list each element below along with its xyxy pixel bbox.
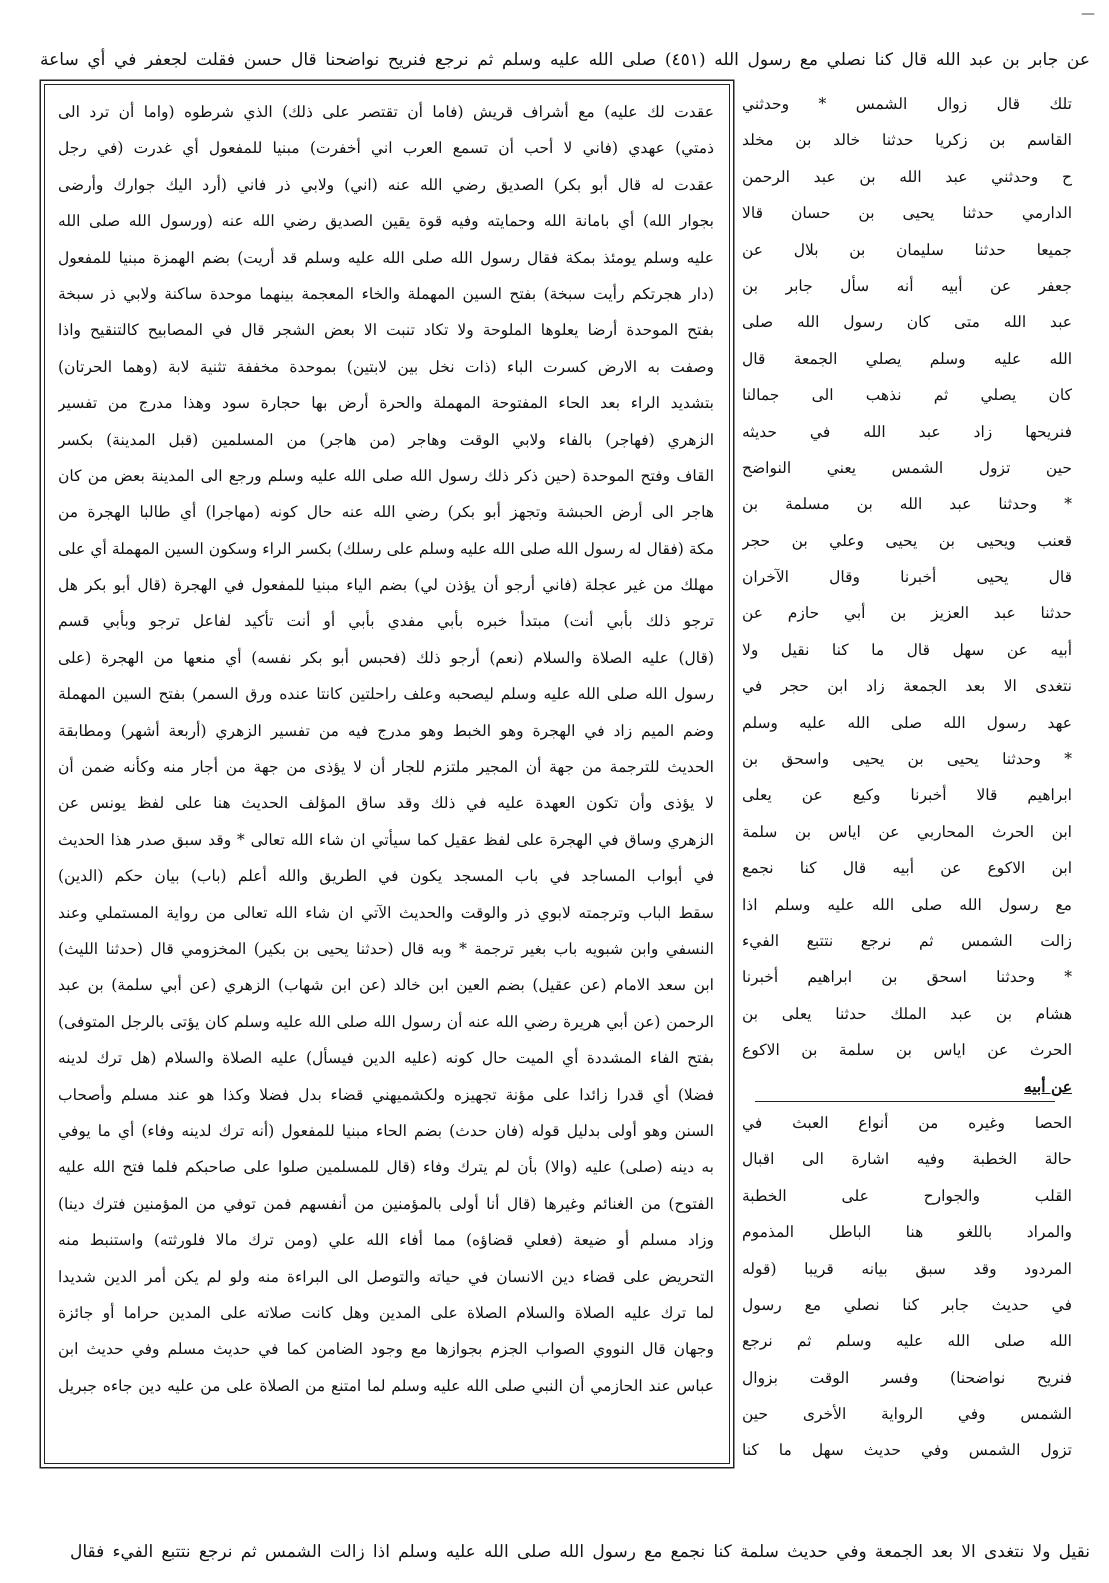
commentary-line: عباس عند الحازمي أن النبي صلى الله عليه وسلم لما امتنع من الصلاة على من عليه دين جاءه جبريل [58,1376,714,1395]
commentary-line: في أبواب المساجد في باب المسجد يكون في الطريق والله أعلم (باب) بيان حكم (الدين) [58,867,714,886]
hadith-line: الحرث عن اياس بن سلمة بن الاكوع [742,1041,1072,1060]
hadith-line: * وحدثنا يحيى بن يحيى واسحق بن [742,750,1072,769]
hadith-line: الدارمي حدثنا يحيى بن حسان قالا [742,204,1072,223]
commentary-line: بفتح الفاء المشددة أي الميت حال كونه (عليه الدين فيسأل) عليه الصلاة والسلام (هل ترك لدينه [58,1049,714,1068]
commentary-line: وزاد مسلم أو ضيعة (فعلي قضاؤه) مما أفاء الله علي (ومن ترك مالا فلورثته) واستنبط منه [58,1231,714,1250]
commentary-line: ذمتي) عهدي (فاني لا أحب أن تسمع العرب اني أخفرت) مبنيا للمفعول أي غدرت (في رجل [58,139,714,158]
commentary-line: الزهري (فهاجر) بالفاء ولابي الوقت وهاجر (من هاجر) من المسلمين (قبل المدينة) بكسر [58,430,714,449]
commentary-line: هاجر الى أرض الحبشة وتجهز أبو بكر) رضي الله عنه حال كونه (مهاجرا) أي طالبا الهجرة من [58,503,714,522]
commentary-line: التحريض على قضاء دين الانسان في حياته والتوصل الى البراءة منه ولو لم يكن أمر الدين شديدا [58,1267,714,1286]
hadith-line: هشام بن عبد الملك حدثنا يعلى بن [742,1004,1072,1023]
hadith-line: قعنب ويحيى بن يحيى وعلي بن حجر [742,531,1072,550]
commentary-line: الرحمن (عن أبي هريرة رضي الله عنه أن رسول الله صلى الله عليه وسلم كان يؤتى بالرجل المتوفى) [58,1012,714,1031]
hadith-line: فنريحها زاد عبد الله في حديثه [742,422,1072,441]
commentary-continued-line: والمراد باللغو هنا الباطل المذموم [742,1223,1072,1242]
footer-hadith-line: نقيل ولا نتغدى الا بعد الجمعة وفي حديث سلمة كنا نجمع مع رسول الله صلى الله عليه وسلم اذا زالت الشمس ثم نرجع نتتبع الفيء فقال [70,1542,1090,1562]
commentary-line: لا يؤذى وأن تكون العهدة عليه في ذلك وقد ساق المؤلف الحديث هنا على لفظ يونس عن [58,794,714,813]
commentary-line [58,1404,714,1440]
column-divider [755,1101,1055,1102]
commentary-line: فضلا) أي قدرا زائدا على مؤنة تجهيزه ولكشميهني قضاء بدل فضلا وكذا هو عند مسلم وأصحاب [58,1085,714,1104]
hadith-line: * وحدثنا عبد الله بن مسلمة بن [742,495,1072,514]
hadith-line: جميعا حدثنا سليمان بن بلال عن [742,240,1072,259]
commentary-line: ابن سعد الامام (عن عقيل) بضم العين ابن خالد (عن ابن شهاب) الزهري (عن أبي سلمة) بن عبد [58,976,714,995]
hadith-line: ابراهيم قالا أخبرنا وكيع عن يعلى [742,786,1072,805]
commentary-line: وضم الميم زاد في الهجرة وهو الخبط وهو مدرج فيه من تفسير الزهري (أربعة أشهر) ومطابقة [58,721,714,740]
hadith-line: جعفر عن أبيه أنه سأل جابر بن [742,276,1072,295]
commentary-line: مكة (فقال له رسول الله صلى الله عليه وسلم على رسلك) بكسر الراء وسكون السين المهملة أي على [58,539,714,558]
hadith-line: عبد الله متى كان رسول الله صلى [742,313,1072,332]
commentary-continued-line: تزول الشمس وفي حديث سهل ما كنا [742,1441,1072,1460]
commentary-line: (قال) عليه الصلاة والسلام (نعم) أرجو ذلك (فحبس أبو بكر نفسه) أي منعها من الهجرة (على [58,648,714,667]
commentary-continued-line: القلب والجوارح على الخطبة [742,1186,1072,1205]
hadith-line: مع رسول الله صلى الله عليه وسلم اذا [742,895,1072,914]
commentary-continued-line: في حديث جابر كنا نصلي مع رسول [742,1295,1072,1314]
hadith-line: القاسم بن زكريا حدثنا خالد بن مخلد [742,131,1072,150]
commentary-line: لما ترك عليه الصلاة والسلام الصلاة على المدين وهل كانت صلاته على المدين حراما أو جائزة [58,1303,714,1322]
commentary-line: عقدت لك عليه) مع أشراف قريش (فاما أن تقتصر على ذلك) الذي شرطوه (واما أن ترد الى [58,103,714,121]
commentary-line: وجهان قال النووي الصواب الجزم بجوازها مع وجود الضامن كما في حديث مسلم وفي حديث ابن [58,1340,714,1359]
hadith-line: ابن الحرث المحاربي عن اياس بن سلمة [742,822,1072,841]
commentary-line: بتشديد الراء بعد الحاء المفتوحة المهملة والحرة أرض بها حجارة سود وهذا مدرج من تفسير [58,394,714,413]
hadith-line: حدثنا عبد العزيز بن أبي حازم عن [742,604,1072,623]
hadith-line: * وحدثنا اسحق بن ابراهيم أخبرنا [742,968,1072,987]
hadith-line: كان يصلي ثم نذهب الى جمالنا [742,386,1072,405]
hadith-column [742,86,1072,1469]
hadith-line: ح وحدثني عبد الله بن عبد الرحمن [742,167,1072,186]
commentary-line: وصفت به الارض كسرت الباء (ذات نخل بين لابتين) بموحدة مخففة تثنية لابة (وهما الحرتان) [58,357,714,376]
hadith-line: أبيه عن سهل قال ما كنا نقيل ولا [742,640,1072,659]
hadith-line: حين تزول الشمس يعني النواضح [742,458,1072,477]
hadith-line: نتغدى الا بعد الجمعة زاد ابن حجر في [742,677,1072,696]
commentary-line: بجوار الله) أي بامانة الله وحمايته وفيه قوة يقين الصديق رضي الله عنه (ورسول الله صلى الله [58,212,714,231]
commentary-line: عليه وسلم يومئذ بمكة فقال رسول الله صلى الله عليه وسلم قد أريت) بضم الهمزة مبنيا للمفعول [58,248,714,267]
commentary-line: النسفي وابن شبويه باب بغير ترجمة * وبه قال (حدثنا يحيى بن بكير) المخزومي قال (حدثنا الليث) [58,939,714,958]
commentary-line: السنن وهو أولى بدليل قوله (فان حدث) بضم الحاء مبنيا للمفعول (أنه ترك لدينه وفاء) أي ما يوفي [58,1121,714,1140]
commentary-line: سقط الباب وترجمته لابوي ذر والوقت والحديث الآتي ان شاء الله تعالى من رواية المستملي وعند [58,903,714,922]
commentary-line: الفتوح) من الغنائم وغيرها (قال أنا أولى بالمؤمنين من أنفسهم فمن توفي من المؤمنين فترك دينا) [58,1194,714,1213]
commentary-line: القاف وفتح الموحدة (حين ذكر ذلك رسول الله صلى الله عليه وسلم ورجع الى المدينة بعض من كان [58,466,714,485]
hadith-line: الله عليه وسلم يصلي الجمعة قال [742,349,1072,368]
commentary-line: مهلك من غير عجلة (فاني أرجو أن يؤذن لي) بضم الياء مبنيا للمفعول في الهجرة (قال أبو بكر هل [58,576,714,595]
commentary-continued-line: الله صلى الله عليه وسلم ثم نرجع [742,1332,1072,1351]
hadith-heading: عن أبيه [1023,1076,1072,1096]
commentary-line: ترجو ذلك بأبي أنت) مبتدأ خبره بأبي مفدي بأبي أو أنت تأكيد لفاعل ترجو وبأبي قسم [58,612,714,631]
hadith-line: زالت الشمس ثم نرجع نتتبع الفيء [742,931,1072,950]
commentary-line: رسول الله صلى الله عليه وسلم ليصحبه وعلف راحلتين كانتا عنده ورق السمر) بفتح السين المهملة [58,685,714,704]
hadith-line: عهد رسول الله صلى الله عليه وسلم [742,713,1072,732]
commentary-column [58,94,714,1440]
commentary-line: الحديث للترجمة من جهة أن المجير ملتزم للجار أن لا يؤذى من جهة من أجار منه وكأنه ضمن أن [58,758,714,777]
commentary-continued-line: حالة الخطبة وفيه اشارة الى اقبال [742,1150,1072,1169]
commentary-continued-line: المردود وقد سبق بيانه قريبا (قوله [742,1259,1072,1278]
commentary-continued-line: الحصا وغيره من أنواع العبث في [742,1113,1072,1132]
commentary-line: بفتح الموحدة أرضا يعلوها الملوحة ولا تكاد تنبت الا بعض الشجر قال في المصابيح كالتنقيح واذا [58,321,714,340]
hadith-line: قال يحيى أخبرنا وقال الآخران [742,568,1072,587]
commentary-line: (دار هجرتكم رأيت سبخة) بفتح السين المهملة والخاء المعجمة بينهما موحدة ساكنة ولابي ذر سبخة [58,284,714,303]
hadith-line: تلك قال زوال الشمس * وحدثني [742,95,1072,113]
commentary-line: الزهري وساق في الهجرة على لفظ عقيل كما سيأتي ان شاء الله تعالى * وقد سبق صدر هذا الحديث [58,830,714,849]
corner-mark: — [1081,6,1095,22]
commentary-continued-line: فنريح نواضحنا) وفسر الوقت بزوال [742,1368,1072,1387]
hadith-line: ابن الاكوع عن أبيه قال كنا نجمع [742,859,1072,878]
commentary-continued-line: الشمس وفي الرواية الأخرى حين [742,1405,1072,1424]
header-hadith-line: عن جابر بن عبد الله قال كنا نصلي مع رسول الله (٤٥١) صلى الله عليه وسلم ثم نرجع فنريح نواضحنا قال حسن فقلت لجعفر في أي ساعة [40,50,1090,70]
commentary-line: عقدت له قال أبو بكر) الصديق رضي الله عنه (اني) ولابي ذر فاني (أرد اليك جوارك وأرضى [58,175,714,194]
commentary-line: به دينه (صلى) عليه (والا) بأن لم يترك وفاء (قال للمسلمين صلوا على صاحبكم فلما فتح الله عليه [58,1158,714,1177]
